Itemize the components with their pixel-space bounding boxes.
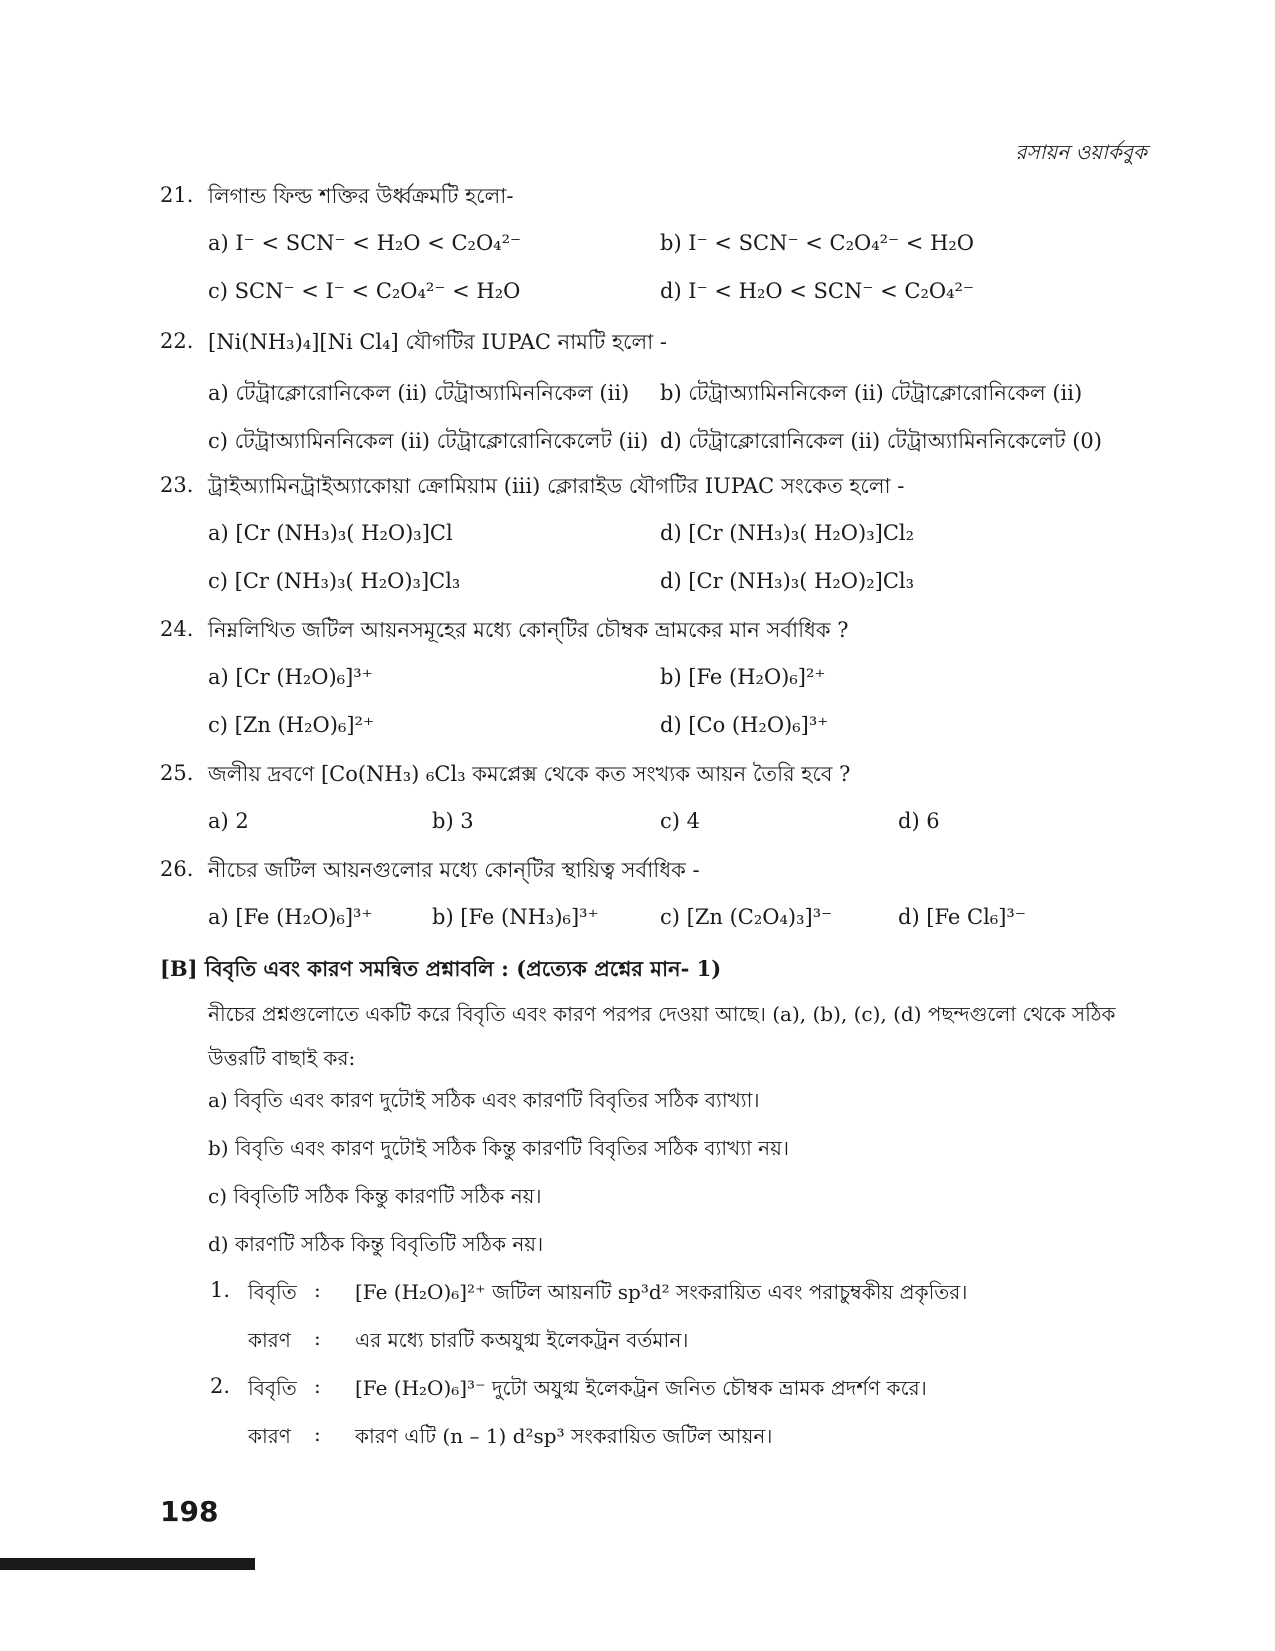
option-b: b) টেট্রাঅ্যামিননিকেল (ii) টেট্রাক্লোরোনিকেল (ii) [660, 381, 1083, 405]
option-d: d) টেট্রাক্লোরোনিকেল (ii) টেট্রাঅ্যামিননিকেলেট (0) [660, 429, 1102, 453]
option-a: a) টেট্রাক্লোরোনিকেল (ii) টেট্রাঅ্যামিননিকেল (ii) [208, 381, 630, 405]
option-d: d) 6 [898, 809, 940, 833]
option-d: d) [Fe Cl₆]³⁻ [898, 905, 1026, 929]
answer-choice-b: b) বিবৃতি এবং কারণ দুটোই সঠিক কিন্তু কারণটি বিবৃতির সঠিক ব্যাখ্যা নয়। [208, 1136, 790, 1160]
statement-text: [Fe (H₂O)₆]²⁺ জটিল আয়নটি sp³d² সংকরায়িত এবং পরাচুম্বকীয় প্রকৃতির। [355, 1280, 968, 1304]
option-c: c) [Cr (NH₃)₃( H₂O)₃]Cl₃ [208, 569, 461, 593]
option-b: b) I⁻ < SCN⁻ < C₂O₄²⁻ < H₂O [660, 231, 975, 255]
statement-label: বিবৃতি [248, 1376, 297, 1400]
question-text: নিম্নলিখিত জটিল আয়নসমূহের মধ্যে কোন্‌টির চৌম্বক ভ্রামকের মান সর্বাধিক ? [208, 618, 849, 642]
question-number: 26. [160, 857, 194, 881]
question-text: জলীয় দ্রবণে [Co(NH₃) ₆Cl₃ কমপ্লেক্স থেকে কত সংখ্যক আয়ন তৈরি হবে ? [208, 762, 851, 786]
answer-choice-c: c) বিবৃতিটি সঠিক কিন্তু কারণটি সঠিক নয়। [208, 1184, 542, 1208]
question-number: 24. [160, 617, 194, 641]
reason-text: কারণ এটি (n – 1) d²sp³ সংকরায়িত জটিল আয়ন। [355, 1424, 773, 1448]
option-d: d) [Cr (NH₃)₃( H₂O)₂]Cl₃ [660, 569, 915, 593]
question-text: ট্রাইঅ্যামিনট্রাইঅ্যাকোয়া ক্রোমিয়াম (iii) ক্লোরাইড যৌগটির IUPAC সংকেত হলো - [208, 474, 905, 498]
answer-choice-d: d) কারণটি সঠিক কিন্তু বিবৃতিটি সঠিক নয়। [208, 1232, 544, 1256]
colon: : [314, 1278, 321, 1302]
item-number: 2. [210, 1374, 231, 1398]
footer-bar [0, 1558, 255, 1570]
option-c: c) [Zn (H₂O)₆]²⁺ [208, 713, 375, 737]
item-number: 1. [210, 1278, 231, 1302]
option-d: d) I⁻ < H₂O < SCN⁻ < C₂O₄²⁻ [660, 279, 975, 303]
statement-label: বিবৃতি [248, 1280, 297, 1304]
option-c: c) 4 [660, 809, 700, 833]
running-header: রসায়ন ওয়ার্কবুক [1015, 140, 1147, 164]
option-a: a) I⁻ < SCN⁻ < H₂O < C₂O₄²⁻ [208, 231, 522, 255]
answer-choice-a: a) বিবৃতি এবং কারণ দুটোই সঠিক এবং কারণটি বিবৃতির সঠিক ব্যাখ্যা। [208, 1088, 760, 1112]
option-b: b) [Fe (H₂O)₆]²⁺ [660, 665, 826, 689]
section-instruction: নীচের প্রশ্নগুলোতে একটি করে বিবৃতি এবং কারণ পরপর দেওয়া আছে। (a), (b), (c), (d) পছন্দগুলো থেকে সঠিক উত্তরটি বাছাই কর: [208, 1002, 1116, 1070]
statement-text: [Fe (H₂O)₆]³⁻ দুটো অযুগ্ম ইলেকট্রন জনিত চৌম্বক ভ্রামক প্রদর্শণ করে। [355, 1376, 927, 1400]
option-c: c) [Zn (C₂O₄)₃]³⁻ [660, 905, 833, 929]
question-number: 22. [160, 329, 194, 353]
reason-label: কারণ [248, 1424, 291, 1448]
section-heading: [B] বিবৃতি এবং কারণ সমন্বিত প্রশ্নাবলি : (প্রত্যেক প্রশ্নের মান- 1) [160, 956, 722, 981]
option-a: a) [Fe (H₂O)₆]³⁺ [208, 905, 373, 929]
option-b: b) [Fe (NH₃)₆]³⁺ [432, 905, 599, 929]
option-a: a) 2 [208, 809, 249, 833]
option-a: a) [Cr (NH₃)₃( H₂O)₃]Cl [208, 521, 453, 545]
question-text: নীচের জটিল আয়নগুলোর মধ্যে কোন্‌টির স্থায়িত্ব সর্বাধিক - [208, 858, 700, 882]
question-number: 21. [160, 183, 194, 207]
reason-text: এর মধ্যে চারটি কঅযুগ্ম ইলেকট্রন বর্তমান। [355, 1328, 689, 1352]
question-number: 23. [160, 473, 194, 497]
option-b: b) 3 [432, 809, 474, 833]
option-c: c) টেট্রাঅ্যামিননিকেল (ii) টেট্রাক্লোরোনিকেলেট (ii) [208, 429, 649, 453]
question-text: [Ni(NH₃)₄][Ni Cl₄] যৌগটির IUPAC নামটি হলো - [208, 330, 667, 354]
colon: : [314, 1422, 321, 1446]
colon: : [314, 1326, 321, 1350]
colon: : [314, 1374, 321, 1398]
question-text: লিগান্ড ফিল্ড শক্তির উর্ধ্বক্রমটি হলো- [208, 184, 514, 208]
option-c: c) SCN⁻ < I⁻ < C₂O₄²⁻ < H₂O [208, 279, 521, 303]
option-b: d) [Cr (NH₃)₃( H₂O)₃]Cl₂ [660, 521, 915, 545]
reason-label: কারণ [248, 1328, 291, 1352]
page-number: 198 [160, 1495, 219, 1528]
option-d: d) [Co (H₂O)₆]³⁺ [660, 713, 829, 737]
option-a: a) [Cr (H₂O)₆]³⁺ [208, 665, 373, 689]
question-number: 25. [160, 761, 194, 785]
